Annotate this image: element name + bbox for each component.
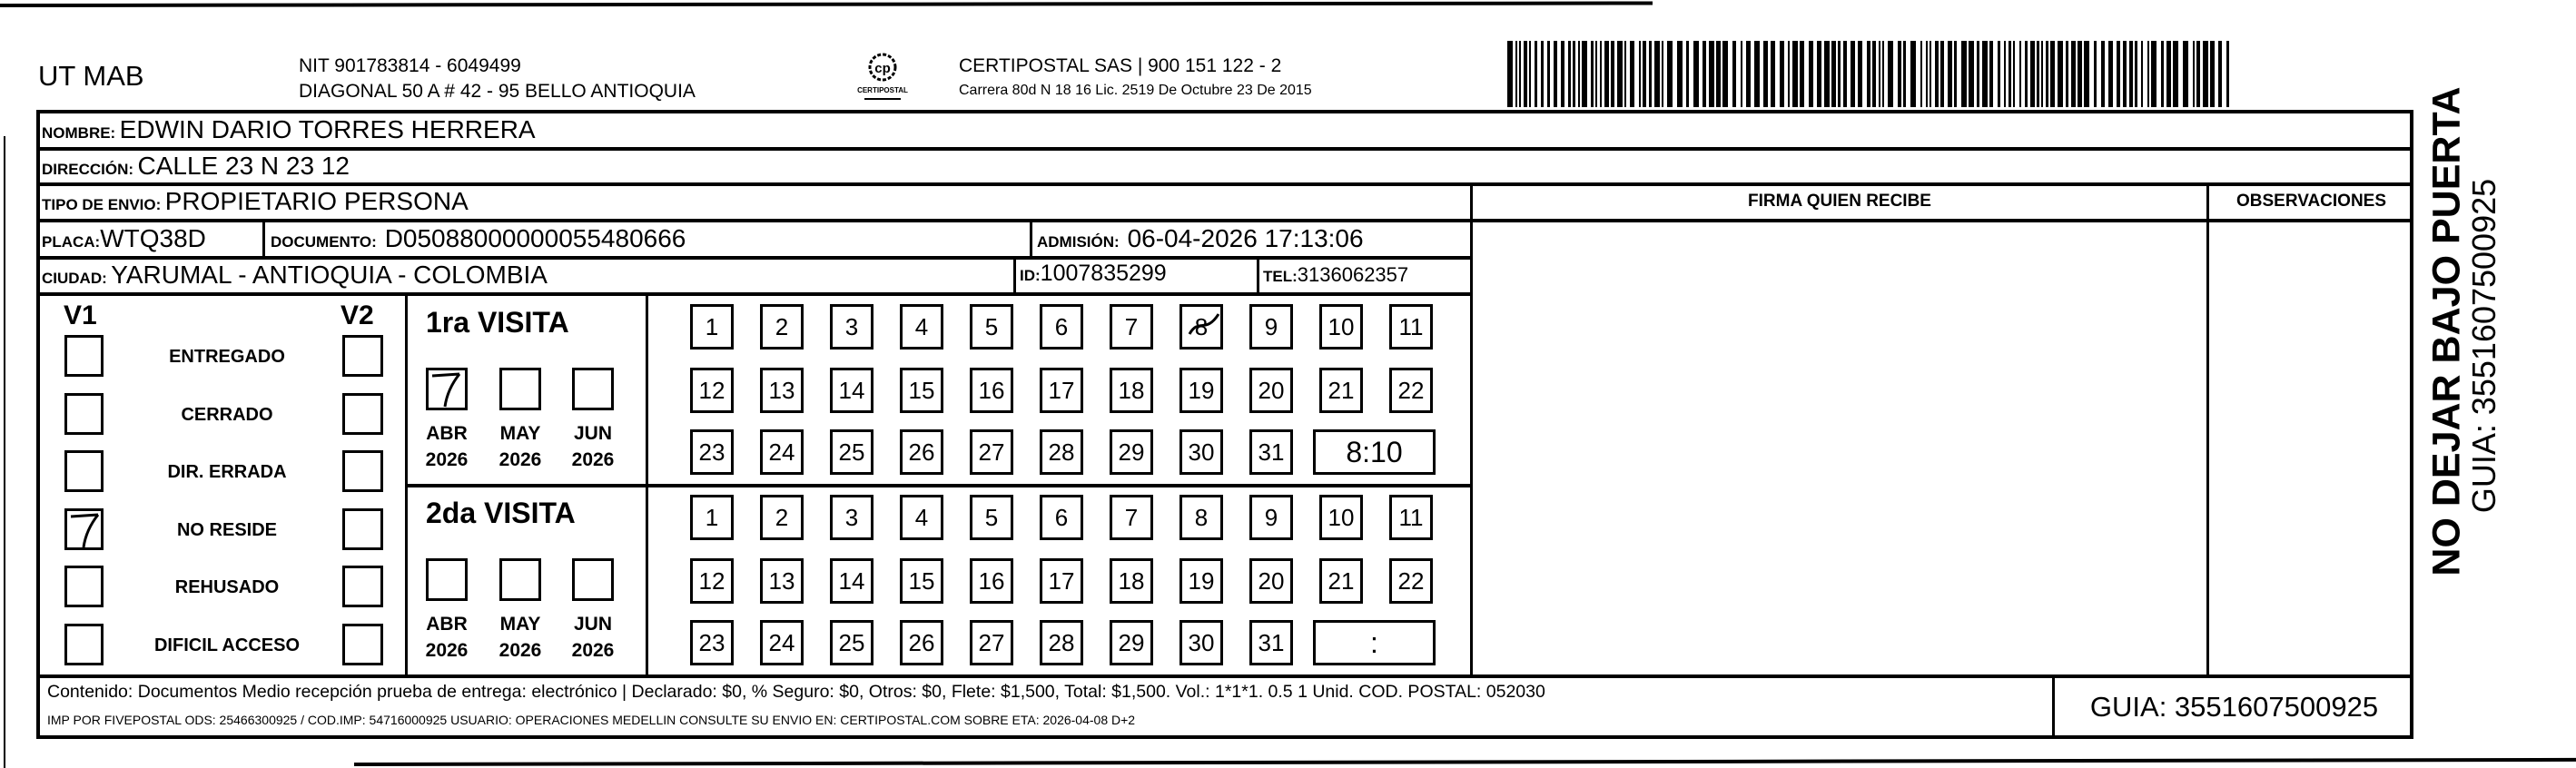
id-field [1020,262,1167,285]
v2-checkbox[interactable] [342,450,383,492]
month-checkbox[interactable] [426,558,468,601]
barcode-bar [1792,41,1798,107]
id-value: 1007835299 [1040,261,1167,286]
ciudad-field [42,262,548,288]
firma-header: FIRMA QUIEN RECIBE [1748,192,1931,211]
check-mark-icon [67,511,104,549]
observaciones-header: OBSERVACIONES [2235,192,2387,211]
time-box[interactable]: : [1313,620,1436,665]
status-label: DIR. ERRADA [167,462,287,482]
day-box[interactable]: 20 [1249,558,1293,604]
barcode-bar [2226,41,2229,107]
barcode-bar [1898,41,1901,107]
v2-checkbox[interactable] [342,335,383,377]
status-label: NO RESIDE [176,519,278,540]
barcode-bar [2046,41,2048,107]
barcode-bar [2161,41,2164,107]
month-label: ABR [426,423,468,444]
day-box[interactable]: 23 [690,620,734,665]
day-box[interactable]: 14 [830,368,873,413]
barcode [1507,41,2234,107]
day-box[interactable]: 2 [760,495,804,540]
day-box[interactable]: 30 [1179,429,1223,475]
time-box[interactable]: 8:10 [1313,429,1436,475]
divider [646,292,648,675]
barcode-bar [1817,41,1821,107]
day-box[interactable]: 26 [900,429,943,475]
year-label: 2026 [571,449,615,470]
barcode-bar [1515,41,1517,107]
barcode-bar [2066,41,2068,107]
admision-value: 06-04-2026 17:13:06 [1127,224,1364,252]
divider [405,292,408,675]
ciudad-value: YARUMAL - ANTIOQUIA - COLOMBIA [111,261,548,289]
documento-value: D05088000000055480666 [384,224,686,252]
direccion-value: CALLE 23 N 23 12 [137,152,350,180]
day-box[interactable]: 12 [690,558,734,604]
side-warning: NO DEJAR BAJO PUERTA [2424,86,2469,576]
year-label: 2026 [571,640,615,661]
barcode-bar [2166,41,2171,107]
status-label: DIFICIL ACCESO [153,635,300,655]
barcode-bar [1824,41,1830,107]
barcode-bar [1910,41,1916,107]
footer-print-info: IMP POR FIVEPOSTAL ODS: 25466300925 / COD.IMP: 54716000925 USUARIO: OPERACIONES MEDELLIN CONSULTE SU ENVIO EN: CERTIPOSTAL.COM SOBRE ETA: 2026-04-08 D+2 [47,713,1136,727]
month-label: ABR [426,614,468,635]
scan-edge-left [4,136,5,768]
firma-signature-area[interactable] [1473,222,2206,674]
day-box[interactable]: 17 [1040,558,1083,604]
v2-label: V2 [341,300,374,330]
barcode-bar [1989,41,1993,107]
day-box[interactable]: 29 [1110,429,1153,475]
ciudad-label: CIUDAD: [42,270,107,287]
barcode-bar [2151,41,2157,107]
footer-content: Contenido: Documentos Medio recepción prueba de entrega: electrónico | Declarado: $0, % Seguro: $0, Otros: $0, Flete: $1,500, Total: $1,500. Vol.: 1*1*1. 0.5 1 Unid. COD. POSTAL: 052030 [47,682,1545,702]
barcode-bar [1519,41,1521,107]
v2-checkbox[interactable] [342,508,383,550]
barcode-bar [1667,41,1673,107]
id-label: ID: [1020,267,1041,284]
visit-title: 1ra VISITA [426,306,569,339]
v1-checkbox[interactable] [64,566,104,607]
scan-edge-top [0,1,1653,7]
day-box[interactable]: 19 [1179,368,1223,413]
barcode-bar [1554,41,1557,107]
barcode-bar [2117,41,2120,107]
barcode-bar [1529,41,1531,107]
v1-checkbox[interactable] [64,393,104,435]
barcode-bar [1843,41,1847,107]
day-box[interactable]: 18 [1110,368,1153,413]
barcode-bar [1595,41,1597,107]
month-checkbox[interactable] [572,558,614,601]
admision-label: ADMISIÓN: [1037,233,1120,251]
day-box[interactable]: 5 [970,495,1013,540]
barcode-bar [2147,41,2149,107]
v2-checkbox[interactable] [342,566,383,607]
barcode-bar [1693,41,1699,107]
barcode-bar [1649,41,1652,107]
tipo-field [42,189,469,214]
day-box[interactable]: 14 [830,558,873,604]
barcode-bar [1930,41,1931,107]
day-box[interactable]: 7 [1110,304,1153,350]
barcode-bar [2108,41,2113,107]
barcode-bar [2050,41,2055,107]
month-label: MAY [499,423,541,444]
barcode-bar [1611,41,1614,107]
barcode-bar [2135,41,2137,107]
footer-guia: GUIA: 3551607500925 [2089,691,2379,723]
barcode-bar [1977,41,1979,107]
tel-field [1263,265,1408,285]
barcode-bar [2123,41,2127,107]
day-box[interactable]: 10 [1319,304,1363,350]
divider [262,219,265,257]
status-label: ENTREGADO [169,347,285,367]
day-box[interactable]: 8 [1179,495,1223,540]
barcode-bar [2019,41,2021,107]
day-box[interactable]: 21 [1319,368,1363,413]
day-box[interactable]: 24 [760,620,804,665]
barcode-bar [1746,41,1751,107]
month-checkbox[interactable] [572,368,614,410]
direccion-field [42,153,350,179]
status-label: REHUSADO [174,577,280,597]
day-box[interactable]: 22 [1389,368,1433,413]
v1-checkbox[interactable] [64,335,104,377]
barcode-bar [2008,41,2011,107]
handwritten-mark-icon [1182,307,1222,347]
month-label: JUN [573,614,612,635]
day-box[interactable]: 26 [900,620,943,665]
svg-text:cp: cp [874,61,891,76]
year-label: 2026 [498,449,542,470]
barcode-bar [2101,41,2105,107]
barcode-bar [1561,41,1564,107]
barcode-bar [2058,41,2063,107]
tel-label: TEL: [1263,268,1298,285]
divider [407,484,1473,487]
barcode-bar [1754,41,1760,107]
day-box[interactable]: 25 [830,620,873,665]
barcode-bar [2004,41,2006,107]
day-box[interactable]: 10 [1319,495,1363,540]
day-box[interactable]: 31 [1249,429,1293,475]
barcode-bar [1741,41,1742,107]
year-label: 2026 [498,640,542,661]
barcode-bar [1507,41,1513,107]
barcode-bar [1722,41,1728,107]
barcode-bar [1582,41,1587,107]
day-box[interactable]: 11 [1389,304,1433,350]
barcode-bar [2071,41,2076,107]
barcode-bar [2203,41,2208,107]
barcode-bar [1643,41,1646,107]
barcode-bar [1831,41,1836,107]
barcode-bar [2210,41,2215,107]
barcode-bar [1879,41,1880,107]
day-box[interactable]: 9 [1249,304,1293,350]
barcode-bar [1591,41,1594,107]
documento-field [271,226,686,251]
divider [36,147,2413,151]
barcode-bar [2094,41,2097,107]
day-box[interactable]: 13 [760,558,804,604]
day-box[interactable]: 23 [690,429,734,475]
tipo-label: TIPO DE ENVIO: [42,196,162,213]
day-box[interactable]: 6 [1040,304,1083,350]
barcode-bar [1578,41,1580,107]
day-box[interactable]: 17 [1040,368,1083,413]
day-box[interactable]: 13 [760,368,804,413]
barcode-bar [1600,41,1602,107]
tipo-value: PROPIETARIO PERSONA [164,187,469,215]
day-box[interactable]: 18 [1110,558,1153,604]
v1-checkbox[interactable] [64,450,104,492]
barcode-bar [1926,41,1928,107]
day-box[interactable]: 7 [1110,495,1153,540]
barcode-bar [1969,41,1974,107]
barcode-bar [2030,41,2035,107]
day-box[interactable]: 25 [830,429,873,475]
barcode-bar [1568,41,1571,107]
day-box[interactable]: 31 [1249,620,1293,665]
day-box[interactable]: 16 [970,368,1013,413]
sender-nit: NIT 901783814 - 6049499 [299,55,521,76]
month-checkbox[interactable] [426,368,468,410]
placa-label: PLACA: [42,233,101,251]
divider [36,182,2413,186]
barcode-bar [1788,41,1790,107]
barcode-bar [1703,41,1706,107]
divider [36,674,2413,678]
month-checkbox[interactable] [499,558,541,601]
admision-field [1037,226,1364,251]
barcode-bar [1838,41,1841,107]
barcode-bar [1709,41,1714,107]
barcode-bar [1541,41,1544,107]
day-box[interactable]: 6 [1040,495,1083,540]
nombre-label: NOMBRE: [42,124,116,142]
day-box[interactable]: 15 [900,368,943,413]
day-box[interactable]: 1 [690,304,734,350]
barcode-bar [1961,41,1967,107]
barcode-bar [2193,41,2195,107]
tel-value: 3136062357 [1297,263,1409,286]
barcode-bar [1716,41,1721,107]
barcode-bar [2173,41,2178,107]
year-label: 2026 [425,640,469,661]
barcode-bar [2129,41,2133,107]
day-box[interactable]: 3 [830,304,873,350]
barcode-bar [2196,41,2200,107]
day-box[interactable]: 2 [760,304,804,350]
barcode-bar [2218,41,2222,107]
sender-name: UT MAB [38,60,144,92]
nombre-value: EDWIN DARIO TORRES HERRERA [119,115,536,143]
barcode-bar [1654,41,1660,107]
month-label: MAY [499,614,541,635]
side-guia: GUIA: 3551607500925 [2465,178,2502,514]
direccion-label: DIRECCIÓN: [42,161,134,178]
barcode-bar [1573,41,1575,107]
v2-checkbox[interactable] [342,393,383,435]
day-box[interactable]: 1 [690,495,734,540]
barcode-bar [1617,41,1623,107]
day-box[interactable]: 27 [970,620,1013,665]
barcode-bar [1809,41,1813,107]
v2-checkbox[interactable] [342,624,383,665]
sender-address: DIAGONAL 50 A # 42 - 95 BELLO ANTIOQUIA [299,81,696,102]
barcode-bar [1948,41,1952,107]
divider [1257,256,1259,294]
day-box[interactable]: 30 [1179,620,1223,665]
v1-checkbox[interactable] [64,624,104,665]
barcode-bar [1982,41,1988,107]
day-box[interactable]: 19 [1179,558,1223,604]
barcode-bar [1780,41,1784,107]
placa-value: WTQ38D [100,224,206,252]
placa-field [42,226,206,251]
carrier-license: Carrera 80d N 18 16 Lic. 2519 De Octubre 23 De 2015 [959,83,1312,98]
barcode-bar [2084,41,2089,107]
v1-checkbox[interactable] [64,508,104,550]
svg-text:CERTIPOSTAL: CERTIPOSTAL [857,86,908,94]
day-box[interactable]: 27 [970,429,1013,475]
barcode-bar [2078,41,2082,107]
barcode-bar [1686,41,1689,107]
day-box[interactable]: 20 [1249,368,1293,413]
nombre-field [42,117,536,143]
day-box[interactable]: 4 [900,495,943,540]
barcode-bar [1940,41,1944,107]
barcode-bar [1624,41,1626,107]
barcode-bar [1882,41,1884,107]
visit-title: 2da VISITA [426,497,576,529]
barcode-bar [1677,41,1683,107]
barcode-bar [1732,41,1736,107]
day-box[interactable]: 12 [690,368,734,413]
day-box[interactable]: 21 [1319,558,1363,604]
day-box[interactable]: 22 [1389,558,1433,604]
barcode-bar [1662,41,1663,107]
status-label: CERRADO [181,404,273,425]
barcode-bar [2141,41,2143,107]
day-box[interactable]: 4 [900,304,943,350]
barcode-bar [1888,41,1893,107]
documento-label: DOCUMENTO: [271,233,377,251]
check-mark-icon [429,370,465,409]
day-box[interactable]: 16 [970,558,1013,604]
barcode-bar [2025,41,2028,107]
barcode-bar [1535,41,1537,107]
barcode-bar [1954,41,1957,107]
day-box[interactable]: 8 [1179,304,1223,350]
barcode-bar [1763,41,1768,107]
month-checkbox[interactable] [499,368,541,410]
barcode-bar [1872,41,1876,107]
barcode-bar [1858,41,1862,107]
barcode-bar [1800,41,1804,107]
barcode-bar [1524,41,1527,107]
barcode-bar [2041,41,2043,107]
barcode-bar [1867,41,1870,107]
barcode-bar [1920,41,1922,107]
barcode-bar [1935,41,1939,107]
barcode-bar [1630,41,1634,107]
day-box[interactable]: 28 [1040,429,1083,475]
barcode-bar [1771,41,1775,107]
day-box[interactable]: 28 [1040,620,1083,665]
certipostal-logo [855,51,910,103]
day-box[interactable]: 9 [1249,495,1293,540]
barcode-bar [2013,41,2015,107]
barcode-bar [1547,41,1550,107]
barcode-bar [1998,41,2000,107]
observaciones-area[interactable] [2209,222,2413,674]
barcode-bar [1903,41,1906,107]
barcode-bar [1851,41,1855,107]
divider [1013,256,1016,294]
carrier-name: CERTIPOSTAL SAS | 900 151 122 - 2 [959,55,1282,76]
day-box[interactable]: 24 [760,429,804,475]
day-box[interactable]: 3 [830,495,873,540]
barcode-bar [1639,41,1641,107]
barcode-bar [2183,41,2188,107]
day-box[interactable]: 29 [1110,620,1153,665]
barcode-bar [1604,41,1609,107]
day-box[interactable]: 5 [970,304,1013,350]
scan-edge-bottom [354,758,2576,766]
day-box[interactable]: 11 [1389,495,1433,540]
day-box[interactable]: 15 [900,558,943,604]
v1-label: V1 [64,300,97,330]
year-label: 2026 [425,449,469,470]
divider [1030,219,1032,257]
month-label: JUN [573,423,612,444]
barcode-bar [2037,41,2039,107]
